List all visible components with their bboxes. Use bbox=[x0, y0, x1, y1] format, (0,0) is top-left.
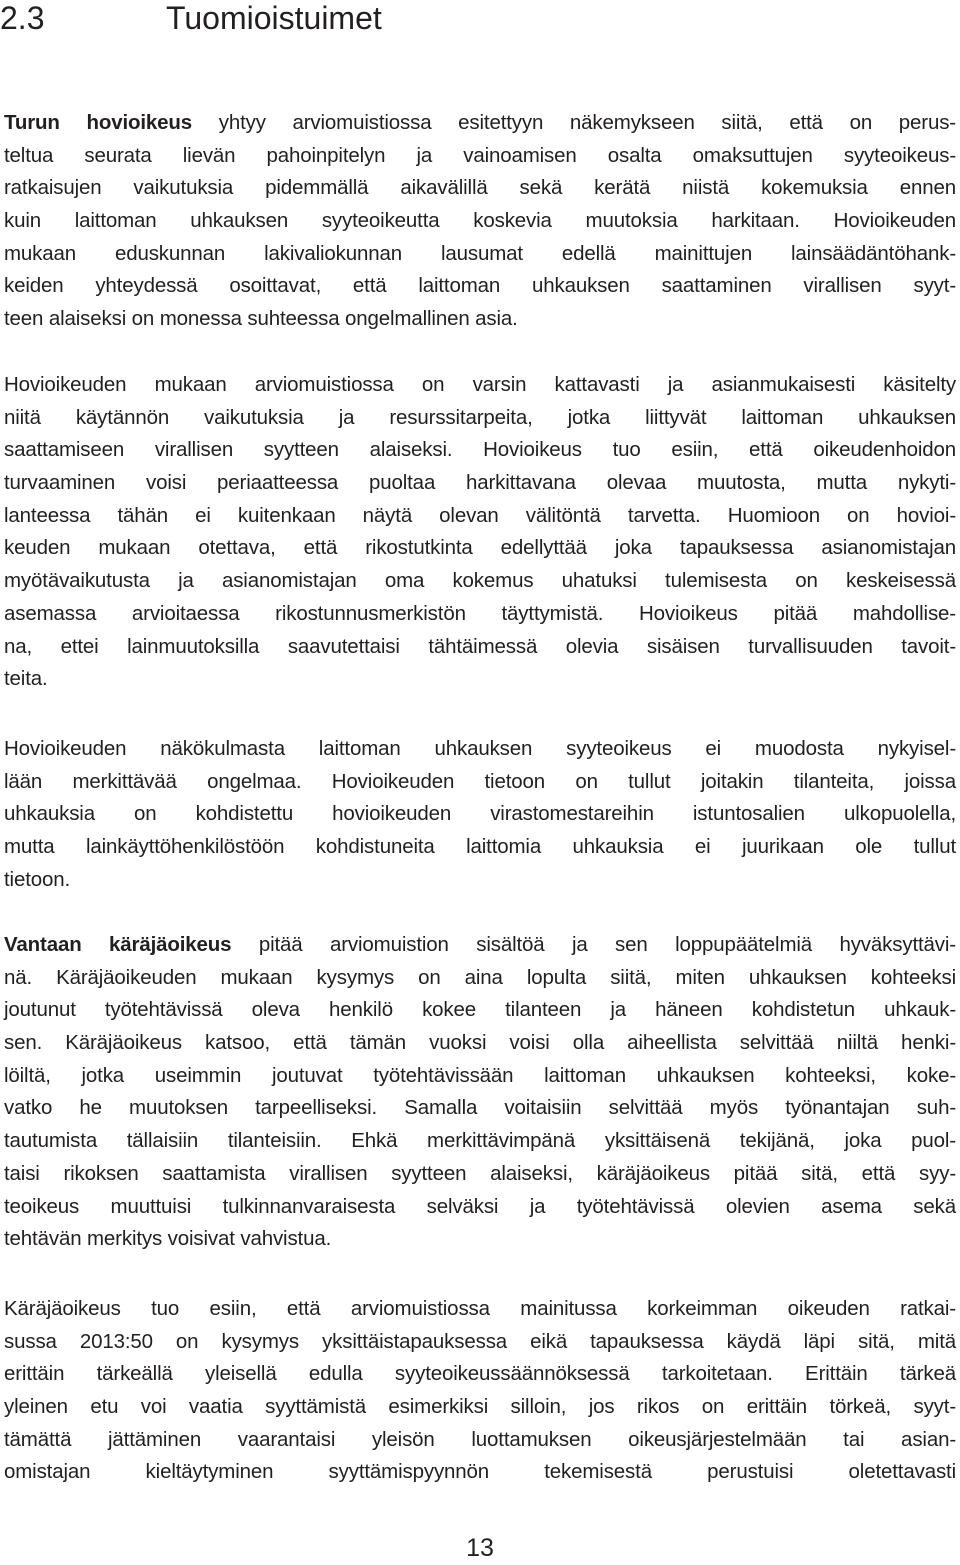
paragraph-line: Turun hovioikeus yhtyy arviomuistiossa esitettyyn näkemykseen siitä, että on perus- bbox=[4, 111, 956, 134]
paragraph-line: mutta lainkäyttöhenkilöstöön kohdistuneita laittomia uhkauksia ei juurikaan ole tullut bbox=[4, 835, 956, 859]
section-number: 2.3 bbox=[0, 0, 45, 36]
paragraph-line: vatko he muutoksen tarpeelliseksi. Samalla voitaisiin selvittää myös työnantajan suh- bbox=[4, 1096, 956, 1120]
paragraph-line: uhkauksia on kohdistettu hovioikeuden virastomestareihin istuntosalien ulkopuolella, bbox=[4, 802, 956, 826]
paragraph-line: teen alaiseksi on monessa suhteessa ongelmallinen asia. bbox=[4, 307, 518, 331]
paragraph-line: tehtävän merkitys voisivat vahvistua. bbox=[4, 1227, 332, 1251]
paragraph-line: löiltä, jotka useimmin joutuvat työtehtävissään laittoman uhkauksen kohteeksi, koke- bbox=[4, 1063, 956, 1087]
paragraph-hovioikeus-resurssit bbox=[4, 369, 956, 696]
paragraph-line: teltua seurata lievän pahoinpitelyn ja vainoamisen osalta omaksuttujen syyteoikeus- bbox=[4, 143, 956, 167]
paragraph-line: nä. Käräjäoikeuden mukaan kysymys on aina lopulta siitä, miten uhkauksen kohteeksi bbox=[4, 965, 956, 989]
paragraph-line: turvaaminen voisi periaatteessa puoltaa harkittavana olevaa muutosta, mutta nykyti- bbox=[4, 471, 956, 495]
paragraph-line: tämättä jättäminen vaarantaisi yleisön luottamuksen oikeusjärjestelmään tai asian- bbox=[4, 1427, 956, 1451]
paragraph-line: joutunut työtehtävissä oleva henkilö kokee tilanteen ja häneen kohdistetun uhkauk- bbox=[4, 998, 956, 1022]
paragraph-line: teita. bbox=[4, 667, 48, 691]
paragraph-line: keiden yhteydessä osoittavat, että laittoman uhkauksen saattaminen virallisen syyt- bbox=[4, 274, 956, 298]
paragraph-line: mukaan eduskunnan lakivaliokunnan lausumat edellä mainittujen lainsäädäntöhank- bbox=[4, 241, 956, 265]
paragraph-line: na, ettei lainmuutoksilla saavutettaisi tähtäimessä olevia sisäisen turvallisuuden tavoit- bbox=[4, 634, 956, 658]
paragraph-line: Hovioikeuden mukaan arviomuistiossa on varsin kattavasti ja asianmukaisesti käsitelty bbox=[4, 373, 956, 396]
paragraph-line: keuden mukaan otettava, että rikostutkinta edellyttää joka tapauksessa asianomistajan bbox=[4, 536, 956, 560]
paragraph-line: yleinen etu voi vaatia syyttämistä esimerkiksi silloin, jos rikos on erittäin törkeä, syyt- bbox=[4, 1395, 956, 1419]
court-name: Vantaan käräjäoikeus bbox=[4, 933, 232, 956]
paragraph-line: sen. Käräjäoikeus katsoo, että tämän vuoksi voisi olla aiheellista selvittää niiltä henki- bbox=[4, 1031, 956, 1055]
paragraph-line: taisi rikoksen saattamista virallisen syytteen alaiseksi, käräjäoikeus pitää sitä, että syy- bbox=[4, 1161, 956, 1185]
paragraph-line: saattamiseen virallisen syytteen alaiseksi. Hovioikeus tuo esiin, että oikeudenhoidon bbox=[4, 438, 956, 462]
paragraph-line: lanteessa tähän ei kuitenkaan näytä olevan välitöntä tarvetta. Huomioon on hovioi- bbox=[4, 503, 956, 527]
paragraph-line: Hovioikeuden näkökulmasta laittoman uhkauksen syyteoikeus ei muodosta nykyisel- bbox=[4, 737, 956, 760]
paragraph-vantaan-karajaoikeus bbox=[4, 929, 956, 1256]
paragraph-line: asemassa arvioitaessa rikostunnusmerkistön täyttymistä. Hovioikeus pitää mahdollise- bbox=[4, 601, 956, 625]
paragraph-line: erittäin tärkeällä yleisellä edulla syyteoikeussäännöksessä tarkoitetaan. Erittäin tärkeä bbox=[4, 1362, 956, 1386]
paragraph-line: lään merkittävää ongelmaa. Hovioikeuden tietoon on tullut joitakin tilanteita, joissa bbox=[4, 769, 956, 793]
court-name: Turun hovioikeus bbox=[4, 111, 193, 134]
paragraph-line: ratkaisujen vaikutuksia pidemmällä aikavälillä sekä kerätä niistä kokemuksia ennen bbox=[4, 176, 956, 200]
paragraph-line: tietoon. bbox=[4, 867, 71, 891]
paragraph-turun-hovioikeus bbox=[4, 107, 956, 336]
paragraph-hovioikeus-nakokulma bbox=[4, 733, 956, 896]
paragraph-karajaoikeus-korkein-oikeus bbox=[4, 1293, 956, 1489]
paragraph-line: teoikeus muuttuisi tulkinnanvaraisesta selväksi ja työtehtävissä olevien asema sekä bbox=[4, 1194, 956, 1218]
page-number: 13 bbox=[466, 1534, 494, 1562]
paragraph-line: Vantaan käräjäoikeus pitää arviomuistion sisältöä ja sen loppupäätelmiä hyväksyttävi- bbox=[4, 933, 956, 956]
paragraph-line: sussa 2013:50 on kysymys yksittäistapauksessa eikä tapauksessa käydä läpi sitä, mitä bbox=[4, 1329, 956, 1353]
paragraph-line: omistajan kieltäytyminen syyttämispyynnön tekemisestä perustuisi oletettavasti bbox=[4, 1460, 956, 1484]
section-heading bbox=[0, 0, 382, 36]
section-title: Tuomioistuimet bbox=[166, 0, 382, 36]
paragraph-line: kuin laittoman uhkauksen syyteoikeutta koskevia muutoksia harkitaan. Hovioikeuden bbox=[4, 209, 956, 233]
paragraph-line: Käräjäoikeus tuo esiin, että arviomuistiossa mainitussa korkeimman oikeuden ratkai- bbox=[4, 1297, 956, 1320]
paragraph-line: tautumista tällaisiin tilanteisiin. Ehkä merkittävimpänä yksittäisenä tekijänä, joka puol- bbox=[4, 1129, 956, 1153]
paragraph-line: niitä käytännön vaikutuksia ja resurssitarpeita, jotka liittyvät laittoman uhkauksen bbox=[4, 405, 956, 429]
paragraph-line: myötävaikutusta ja asianomistajan oma kokemus uhatuksi tulemisesta on keskeisessä bbox=[4, 569, 956, 593]
